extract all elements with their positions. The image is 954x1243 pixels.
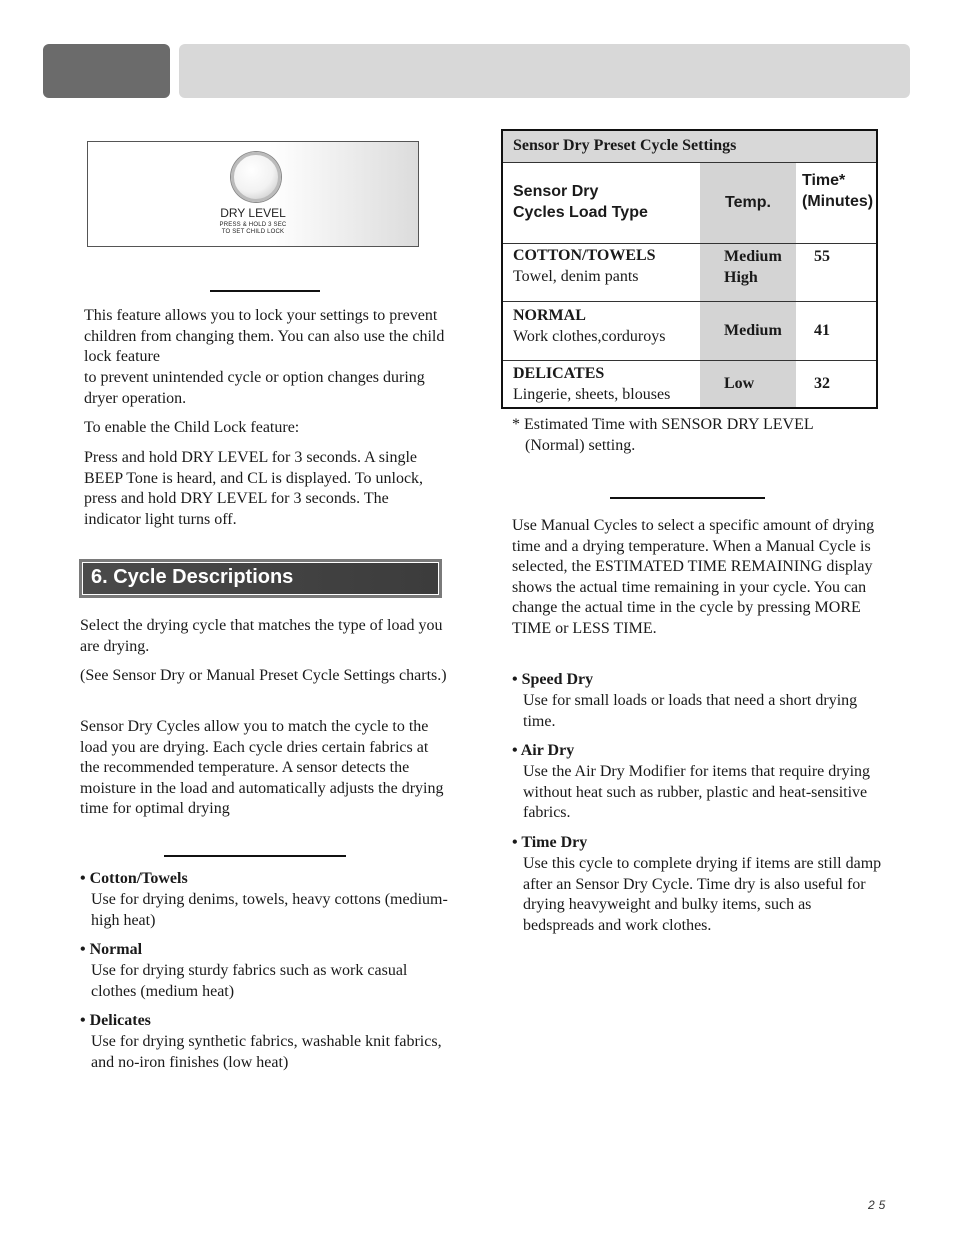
dry-level-label: DRY LEVEL	[220, 206, 286, 220]
header-time	[796, 163, 877, 244]
table-row	[502, 244, 877, 302]
cycle-description: Towel, denim pants	[513, 267, 639, 285]
cycle-description: Lingerie, sheets, blouses	[513, 385, 671, 403]
table-footnote-line2: (Normal) setting.	[525, 437, 636, 454]
dry-level-control-panel	[87, 141, 419, 247]
row-time: 55	[796, 244, 877, 302]
list-item-text: Use the Air Dry Modifier for items that require drying without heat such as rubber, plastic and heat-sensitive fabrics.	[523, 763, 871, 822]
cycle-descriptions-heading: 6. Cycle Descriptions	[91, 566, 294, 588]
header-time-line1: Time*	[802, 172, 846, 189]
child-lock-hint-line1: PRESS & HOLD 3 SEC	[219, 222, 287, 228]
sensor-dry-heading-rule	[164, 855, 346, 857]
cycle-intro-paragraph-2: (See Sensor Dry or Manual Preset Cycle Settings charts.)	[80, 667, 447, 684]
list-item-text: Use for small loads or loads that need a short drying time.	[523, 692, 858, 730]
list-item-title: • Air Dry	[512, 742, 575, 759]
row-temp: Low	[700, 361, 796, 409]
list-item-title: • Delicates	[80, 1012, 151, 1029]
row-load-type	[502, 244, 700, 302]
child-lock-paragraph-2: to prevent unintended cycle or option changes during dryer operation.	[84, 369, 425, 407]
list-item-text: Use for drying sturdy fabrics such as work casual clothes (medium heat)	[91, 962, 408, 1000]
list-item-title: • Time Dry	[512, 834, 588, 851]
cycle-name: DELICATES	[513, 365, 605, 382]
row-time: 32	[814, 374, 830, 392]
cycle-name: COTTON/TOWELS	[513, 247, 656, 264]
row-temp	[700, 244, 796, 302]
dry-level-button-icon	[231, 152, 281, 202]
table-header-row	[502, 163, 877, 244]
table-row	[502, 302, 877, 361]
child-lock-paragraph-4: Press and hold DRY LEVEL for 3 seconds. A single BEEP Tone is heard, and CL is displayed. To unlock, press and hold DRY LEVEL for 3 seconds. The indicator light turns off.	[84, 449, 424, 528]
row-temp: Medium	[700, 302, 796, 361]
list-item-title: • Normal	[80, 941, 143, 958]
child-lock-paragraph-3: To enable the Child Lock feature:	[84, 419, 300, 436]
header-temp: Temp.	[700, 163, 796, 244]
header-tab-dark	[43, 44, 170, 98]
row-load-type	[502, 302, 700, 361]
list-item-title: • Speed Dry	[512, 671, 594, 688]
header-load-type	[502, 163, 700, 244]
list-item-text: Use for drying denims, towels, heavy cottons (medium-high heat)	[91, 891, 448, 929]
manual-cycles-heading-rule	[610, 497, 765, 499]
cycle-name: NORMAL	[513, 307, 586, 324]
header-load-type-line1: Sensor Dry	[513, 183, 599, 201]
table-row	[502, 361, 877, 409]
cycle-description: Work clothes,corduroys	[513, 327, 666, 345]
cycle-intro-paragraph-1: Select the drying cycle that matches the type of load you are drying.	[80, 617, 443, 655]
header-bar	[179, 44, 910, 98]
row-load-type	[502, 361, 700, 409]
list-item-text: Use for drying synthetic fabrics, washable knit fabrics, and no-iron finishes (low heat)	[91, 1033, 442, 1071]
table-title: Sensor Dry Preset Cycle Settings	[502, 130, 877, 163]
temp-line2: High	[724, 268, 758, 286]
header-time-line2: (Minutes)	[802, 192, 874, 210]
child-lock-paragraph-1: This feature allows you to lock your settings to prevent children from changing them. You can also use the child lock feature	[84, 307, 445, 366]
row-time: 41	[796, 302, 877, 361]
temp-line1: Medium	[724, 248, 782, 265]
child-lock-hint-line2: TO SET CHILD LOCK	[221, 229, 285, 235]
list-item-title: • Cotton/Towels	[80, 870, 188, 887]
table-footnote-line1: * Estimated Time with SENSOR DRY LEVEL	[512, 416, 814, 433]
page-number: 25	[868, 1198, 890, 1212]
list-item-text: Use this cycle to complete drying if items are still damp after an Sensor Dry Cycle. Time dry is also useful for drying heavyweight and bulky items, such as bedspreads and work clothes.	[523, 855, 882, 934]
manual-cycles-paragraph: Use Manual Cycles to select a specific amount of drying time and a drying temperature. When a Manual Cycle is selected, the ESTIMATED TIME REMAINING display shows the actual time remaining in your cycle. You can change the actual time in the cycle by pressing MORE TIME or LESS TIME.	[512, 517, 875, 637]
sensor-dry-paragraph: Sensor Dry Cycles allow you to match the cycle to the load you are drying. Each cycle dries certain fabrics at the recommended temperature. A sensor detects the moisture in the load and automatically adjusts the drying time for optimal drying	[80, 718, 444, 818]
cycle-descriptions-heading-bar	[79, 559, 442, 598]
sensor-dry-preset-table	[501, 129, 878, 409]
header-load-type-line2: Cycles Load Type	[513, 204, 648, 221]
child-lock-heading-rule	[210, 290, 320, 292]
